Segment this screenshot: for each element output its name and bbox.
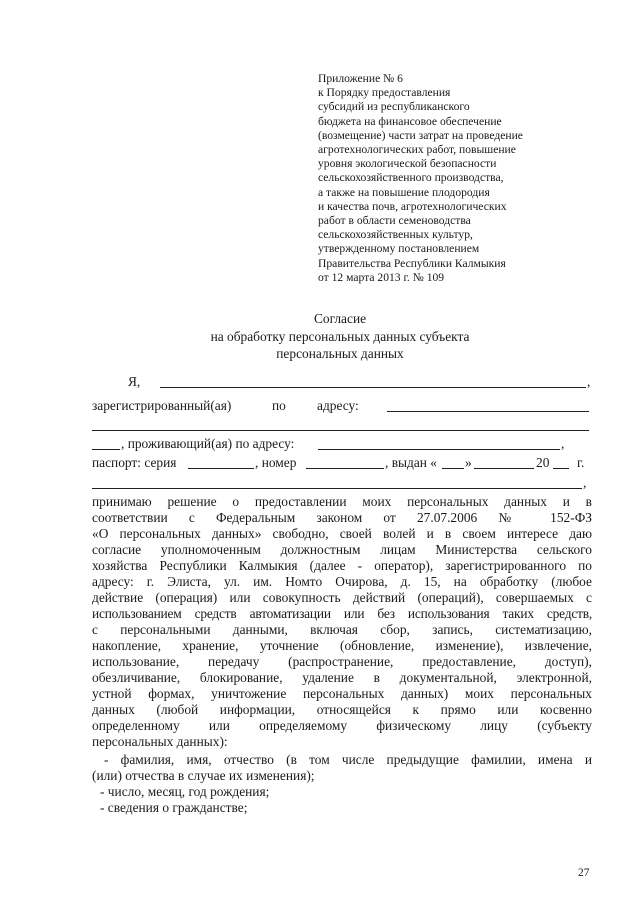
name-field[interactable] xyxy=(160,375,586,388)
issuer-field[interactable] xyxy=(92,476,582,489)
living-address-field[interactable] xyxy=(318,437,560,450)
text-line-last: персональных данных): xyxy=(92,734,228,749)
registered-address-field[interactable] xyxy=(387,399,589,412)
text-line: использованием средств автоматизации или без использования таких средств, xyxy=(92,606,592,621)
comma: , xyxy=(587,374,591,389)
consent-body xyxy=(92,374,592,816)
text-line: хозяйства Республики Калмыкия (далее - оператор), зарегистрированного по xyxy=(92,558,592,573)
quote-close: » xyxy=(465,455,472,470)
page-number: 27 xyxy=(578,867,590,879)
comma: , xyxy=(583,475,587,490)
issuer-line xyxy=(92,475,592,491)
appendix-line: бюджета на финансовое обеспечение xyxy=(318,114,502,128)
label-passport: паспорт: серия xyxy=(92,455,177,470)
title-line-2: на обработку персональных данных субъекта xyxy=(210,328,470,344)
appendix-line: Правительства Республики Калмыкия xyxy=(318,256,506,270)
appendix-line: Приложение № 6 xyxy=(318,72,403,85)
address-continuation-line xyxy=(92,417,592,433)
passport-series-field[interactable] xyxy=(188,456,254,469)
title-line-1: Согласие xyxy=(313,311,367,326)
appendix-line: и качества почв, агротехнологических xyxy=(318,199,507,213)
appendix-line: а также на повышение плодородия xyxy=(318,185,490,199)
appendix-line: агротехнологических работ, повышение xyxy=(318,143,516,157)
text-line: принимаю решение о предоставлении моих персональных данных и в xyxy=(92,494,592,509)
label-po: по xyxy=(272,398,286,413)
appendix-line: сельскохозяйственных культур, xyxy=(318,228,473,242)
appendix-line: работ в области семеноводства xyxy=(318,214,471,228)
text-line: «О персональных данных» свободно, своей волей и в своем интересе даю xyxy=(92,526,592,541)
year-suffix: г. xyxy=(577,455,585,470)
label-address: адресу: xyxy=(317,398,359,413)
data-list xyxy=(92,752,592,816)
text-line: обезличивание, блокирование, удаление в документальной, электронной, xyxy=(92,670,592,685)
list-item: - число, месяц, год рождения; xyxy=(100,784,270,799)
name-line xyxy=(92,374,592,390)
text-line: устной формах, уничтожение персональных данных) моих персональных xyxy=(92,686,592,701)
year-prefix: 20 xyxy=(536,455,550,470)
text-line: данных (любой информации, относящейся к прямо или косвенно xyxy=(92,702,592,717)
appendix-line: от 12 марта 2013 г. № 109 xyxy=(318,270,445,284)
issue-year-field[interactable] xyxy=(553,456,569,469)
title-line-3: персональных данных xyxy=(276,346,404,361)
appendix-line: субсидий из республиканского xyxy=(318,100,470,114)
consent-text xyxy=(92,494,592,750)
label-number: , номер xyxy=(255,455,297,470)
comma: , xyxy=(561,436,565,451)
passport-line xyxy=(92,455,592,471)
living-prefix-field[interactable] xyxy=(92,437,120,450)
list-item: - сведения о гражданстве; xyxy=(100,800,248,815)
appendix-line: (возмещение) части затрат на проведение xyxy=(318,128,523,142)
text-line: накопление, хранение, уточнение (обновление, изменение), извлечение, xyxy=(92,638,592,653)
text-line: определенному или определяемому физическому лицу (субъекту xyxy=(92,718,592,733)
label-registered: зарегистрированный(ая) xyxy=(92,398,232,413)
registered-line xyxy=(92,398,592,414)
list-item: - фамилия, имя, отчество (в том числе предыдущие фамилии, имена и xyxy=(104,752,592,767)
document-title xyxy=(80,310,600,363)
appendix-line: сельскохозяйственного производства, xyxy=(318,171,504,185)
label-living: , проживающий(ая) по адресу: xyxy=(121,436,295,451)
text-line: с персональными данными, включая сбор, запись, систематизацию, xyxy=(92,622,592,637)
text-line: адресу: г. Элиста, ул. им. Номто Очирова, д. 15, на обработку (любое xyxy=(92,574,592,589)
appendix-line: к Порядку предоставления xyxy=(318,86,451,100)
passport-number-field[interactable] xyxy=(306,456,384,469)
label-i: Я, xyxy=(128,374,141,389)
label-issued: , выдан « xyxy=(385,455,437,470)
appendix-line: уровня экологической безопасности xyxy=(318,157,497,171)
issue-month-field[interactable] xyxy=(474,456,534,469)
registered-address-field-2[interactable] xyxy=(92,418,589,431)
appendix-line: утвержденному постановлением xyxy=(318,242,480,256)
issue-day-field[interactable] xyxy=(442,456,464,469)
text-line: согласие уполномоченным должностным лицам Министерства сельского xyxy=(92,542,592,557)
list-item-continuation: (или) отчества в случае их изменения); xyxy=(92,768,315,783)
text-line: соответствии с Федеральным законом от 27.07.2006 № 152-ФЗ xyxy=(92,510,592,525)
living-line xyxy=(92,436,592,452)
text-line: действие (операция) или совокупность действий (операций), совершаемых с xyxy=(92,590,592,605)
appendix-header xyxy=(318,72,618,285)
text-line: использование, передачу (распространение, предоставление, доступ), xyxy=(92,654,592,669)
